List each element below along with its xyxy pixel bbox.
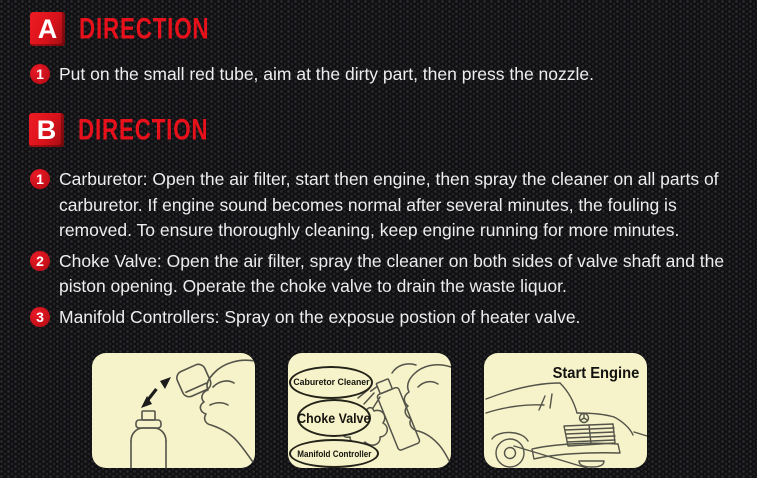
attach-tube-drawing: [92, 353, 255, 468]
can-neck-ring: [136, 420, 161, 428]
step-text: Manifold Controllers: Spray on the exposue postion of heater valve.: [59, 306, 581, 327]
hand-outline: [404, 365, 451, 464]
thumb-line: [418, 382, 438, 387]
finger-line: [210, 403, 228, 405]
wiper-lines: [539, 394, 552, 410]
index-finger: [392, 364, 416, 373]
can-body: [131, 441, 166, 468]
step-number-badge: 1: [30, 64, 50, 84]
hubcap: [505, 448, 516, 459]
illustration-start-engine: [484, 353, 647, 468]
step-number-badge: 1: [30, 169, 50, 189]
step-item-b3: [30, 305, 730, 331]
horizon-line: [634, 432, 647, 436]
spray-can: [369, 376, 421, 452]
illustration-spray-targets: [288, 353, 451, 468]
section-b-items: [30, 167, 730, 330]
a-pillar: [560, 383, 577, 413]
can-nozzle: [142, 411, 155, 420]
red-tube-cap: [175, 362, 213, 399]
step-text: Choke Valve: Open the air filter, spray the cleaner on both sides of valve shaft and the piston opening. Operate the choke valve to drain the waste liquor.: [59, 250, 725, 296]
wheel-arch: [492, 432, 528, 441]
step-number-badge: 3: [30, 307, 50, 327]
section-b-title: DIRECTION: [78, 113, 209, 146]
step-text: Put on the small red tube, aim at the dirty part, then press the nozzle.: [59, 64, 595, 84]
step-item-a1: [30, 62, 730, 88]
section-a-badge: A: [30, 12, 65, 46]
fender-line: [614, 417, 633, 435]
label-choke-valve: Choke Valve: [297, 399, 371, 437]
step-number-badge: 2: [30, 251, 50, 271]
step-item-b2: [30, 249, 730, 300]
step-text: Carburetor: Open the air filter, start then engine, then spray the cleaner on all parts of carburetor. If engine sound becomes normal after several minutes, the fouling is removed. To ensure thoroughly cleaning, keep engine running for more minutes.: [59, 169, 719, 240]
illustration-attach-tube: [92, 353, 255, 468]
section-b-header: [29, 113, 241, 147]
illustration-row: [92, 353, 647, 468]
can-shoulder: [131, 428, 166, 441]
label-manifold-controller: Manifold Controller: [289, 439, 379, 468]
start-engine-label: Start Engine: [552, 365, 639, 382]
label-caburetor-cleaner: Caburetor Cleaner: [289, 366, 373, 399]
belt-line: [486, 405, 544, 413]
step-item-b1: [30, 167, 730, 244]
ground-line: [514, 446, 587, 468]
thumb-line: [213, 381, 234, 387]
wheel: [496, 439, 524, 467]
roof-line: [486, 383, 560, 399]
section-a-title: DIRECTION: [79, 12, 210, 45]
section-b-badge: B: [29, 113, 64, 147]
double-arrow-icon: [141, 377, 171, 408]
section-a-header: [30, 12, 242, 46]
